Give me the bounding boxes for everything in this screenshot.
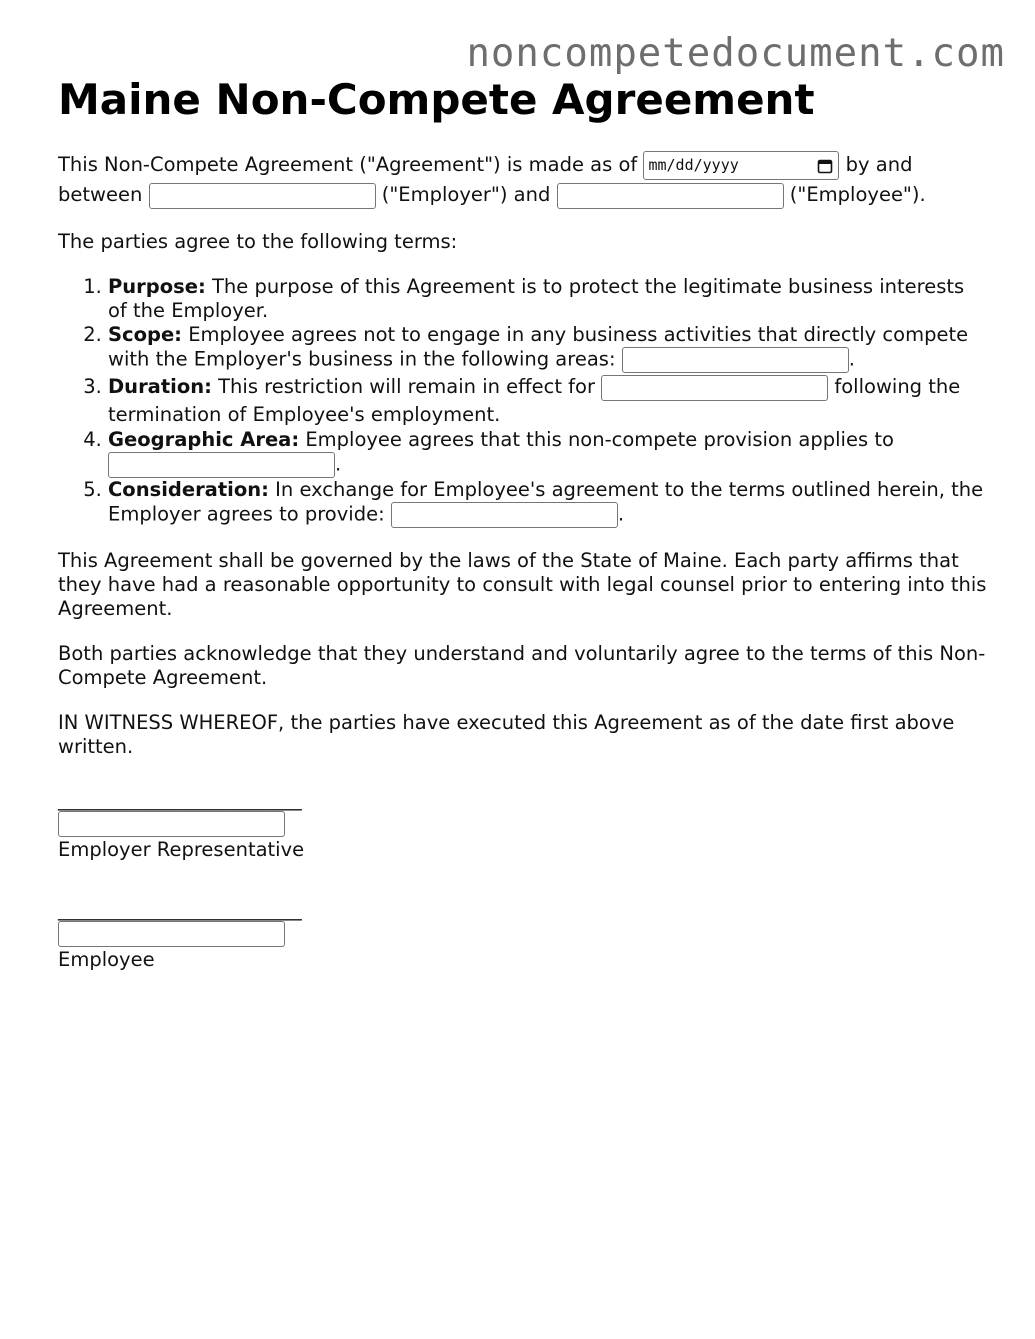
term-suffix: . [335,452,342,475]
term-consideration [108,478,988,528]
signature-label: Employee [58,947,155,971]
agreement-date-input[interactable] [643,151,839,180]
witness-paragraph: IN WITNESS WHEREOF, the parties have executed this Agreement as of the date first above written. [58,710,955,758]
employee-signature-block [58,899,988,973]
term-suffix: . [617,502,625,525]
intro-text-1: This Non-Compete Agreement ("Agreement") is made as of [58,153,638,176]
intro-paragraph [58,150,988,209]
term-text: This restriction will remain in effect for [218,375,595,398]
terms-intro: The parties agree to the following terms: [58,230,458,253]
geographic-area-field[interactable] [108,452,335,478]
term-heading: Purpose: [108,275,206,298]
employer-signature-block [58,789,988,863]
employer-name-field[interactable] [149,183,376,209]
acknowledgment-paragraph: Both parties acknowledge that they understand and voluntarily agree to the terms of this Non-Compete Agreement. [58,641,986,689]
term-text: In exchange for Employee's agreement to the terms outlined herein, the Employer agrees to provide: [108,477,984,525]
terms-list [58,275,988,528]
signature-line: _________________________ [58,787,302,811]
calendar-icon[interactable] [817,158,833,174]
term-heading: Geographic Area: [108,427,300,451]
duration-field[interactable] [601,375,828,401]
term-heading: Scope: [108,323,182,346]
term-duration [108,373,988,428]
term-suffix: . [848,347,855,371]
date-placeholder: mm/dd/yyyy [648,156,739,174]
scope-areas-field[interactable] [622,347,849,373]
term-text: Employee agrees that this non-compete provision applies to [305,427,894,451]
term-purpose [108,275,988,323]
governing-law-paragraph: This Agreement shall be governed by the laws of the State of Maine. Each party affirms that they have had a reasonable opportunity to consult with legal counsel prior to entering into this Agreement. [58,548,987,620]
consideration-field[interactable] [391,502,618,528]
watermark: noncompetedocument.com [466,31,1005,76]
signature-line: _________________________ [58,897,302,921]
term-geographic-area [108,428,988,478]
term-scope [108,323,988,373]
page-title: Maine Non-Compete Agreement [58,75,815,124]
term-heading: Consideration: [108,477,269,501]
employer-signature-field[interactable] [58,811,285,837]
employee-signature-field[interactable] [58,921,285,947]
intro-text-2: by and between [58,153,913,206]
intro-text-4: ("Employee"). [789,183,926,206]
term-suffix: following the termination of Employee's employment. [108,375,961,426]
document-page [58,76,988,973]
intro-text-3: ("Employer") and [381,183,551,206]
term-text: The purpose of this Agreement is to protect the legitimate business interests of the Employer. [108,275,965,322]
signature-label: Employer Representative [58,837,305,861]
employee-name-field[interactable] [557,183,784,209]
term-heading: Duration: [108,375,212,398]
term-text: Employee agrees not to engage in any business activities that directly compete with the Employer's business in the following areas: [108,323,969,371]
